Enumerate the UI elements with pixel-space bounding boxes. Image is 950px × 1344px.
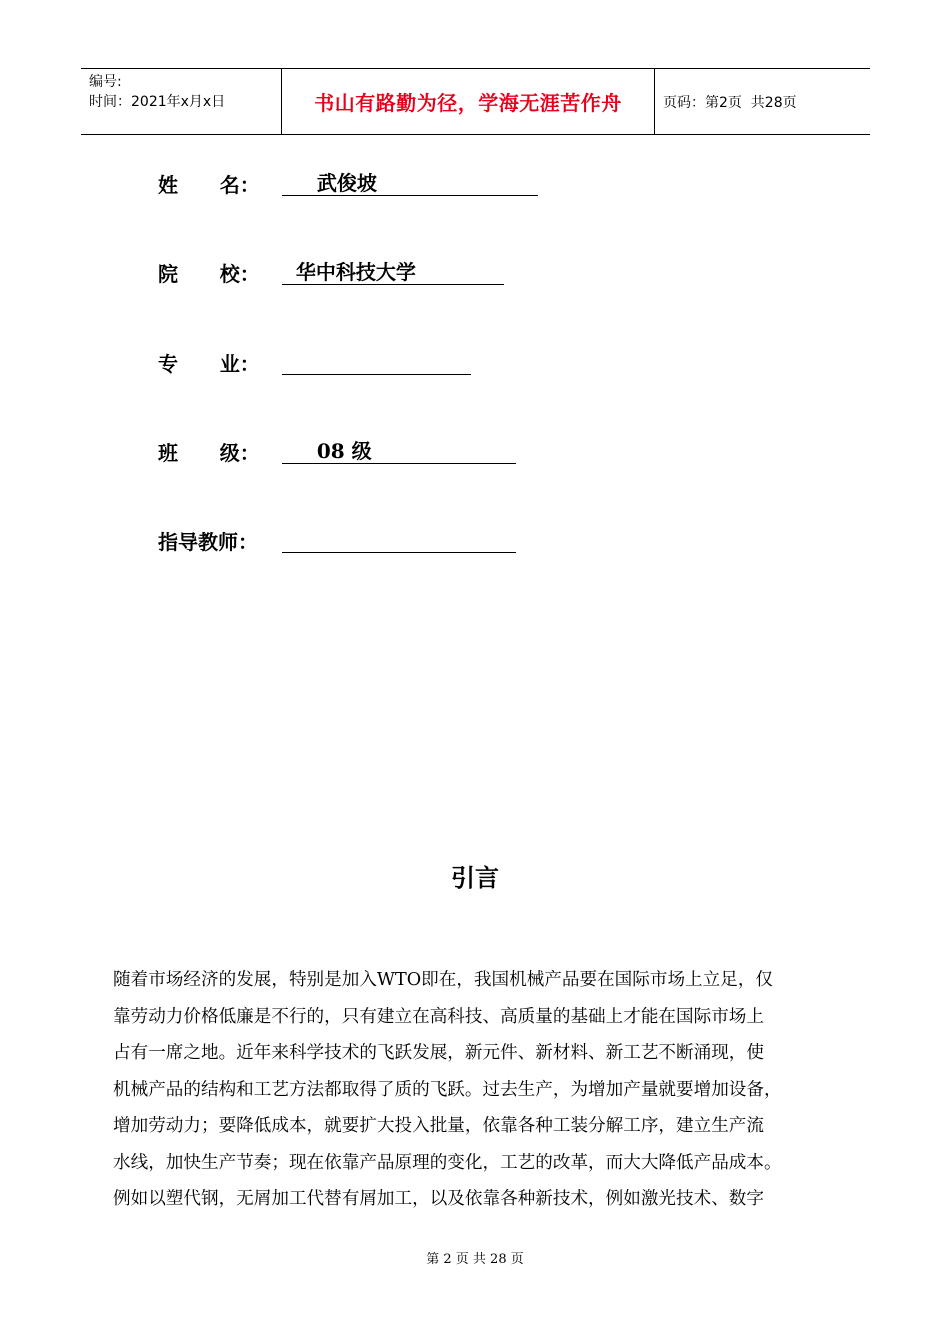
field-major bbox=[158, 349, 280, 379]
body-line: 增加劳动力；要降低成本，就要扩大投入批量，依靠各种工装分解工序，建立生产流 bbox=[113, 1116, 764, 1136]
advisor-value bbox=[282, 527, 516, 553]
name-value: 武俊坡 bbox=[282, 170, 538, 196]
serial-label: 编号: bbox=[89, 74, 122, 90]
advisor-label: 指导教师： bbox=[158, 530, 258, 554]
field-class bbox=[158, 438, 449, 468]
school-value: 华中科技大学 bbox=[282, 259, 504, 285]
body-line: 随着市场经济的发展，特别是加入WTO即在，我国机械产品要在国际市场上立足，仅 bbox=[113, 970, 774, 990]
class-label: 班 级： bbox=[158, 441, 260, 465]
section-title: 引言 bbox=[451, 863, 499, 892]
school-label: 院 校： bbox=[158, 262, 260, 286]
body-line: 水线，加快生产节奏；现在依靠产品原理的变化，工艺的改革，而大大降低产品成本。 bbox=[113, 1152, 782, 1173]
header-meta bbox=[81, 69, 282, 134]
date-line: 时间：2021年x月x日 bbox=[89, 94, 226, 110]
body-line: 靠劳动力价格低廉是不行的，只有建立在高科技、高质量的基础上才能在国际市场上 bbox=[113, 1006, 764, 1027]
body-line: 占有一席之地。近年来科学技术的飞跃发展，新元件、新材料、新工艺不断涌现，使 bbox=[113, 1043, 764, 1063]
name-label: 姓 名： bbox=[158, 173, 260, 197]
field-advisor bbox=[158, 527, 280, 557]
body-line: 例如以塑代钢，无屑加工代替有屑加工，以及依靠各种新技术，例如激光技术、数字 bbox=[113, 1189, 764, 1209]
field-school bbox=[158, 259, 472, 289]
header-page-info: 页码：第2页 共28页 bbox=[663, 94, 797, 111]
major-value bbox=[282, 349, 471, 375]
field-name bbox=[158, 170, 475, 200]
page-footer: 第 2 页 共 28 页 bbox=[426, 1252, 524, 1267]
header-motto: 书山有路勤为径，学海无涯苦作舟 bbox=[282, 69, 655, 134]
body-paragraph bbox=[113, 962, 851, 1218]
body-line: 机械产品的结构和工艺方法都取得了质的飞跃。过去生产，为增加产量就要增加设备， bbox=[113, 1079, 782, 1100]
class-value: 08 级 bbox=[282, 438, 516, 464]
major-label: 专 业： bbox=[158, 352, 260, 376]
page-header bbox=[81, 68, 870, 135]
